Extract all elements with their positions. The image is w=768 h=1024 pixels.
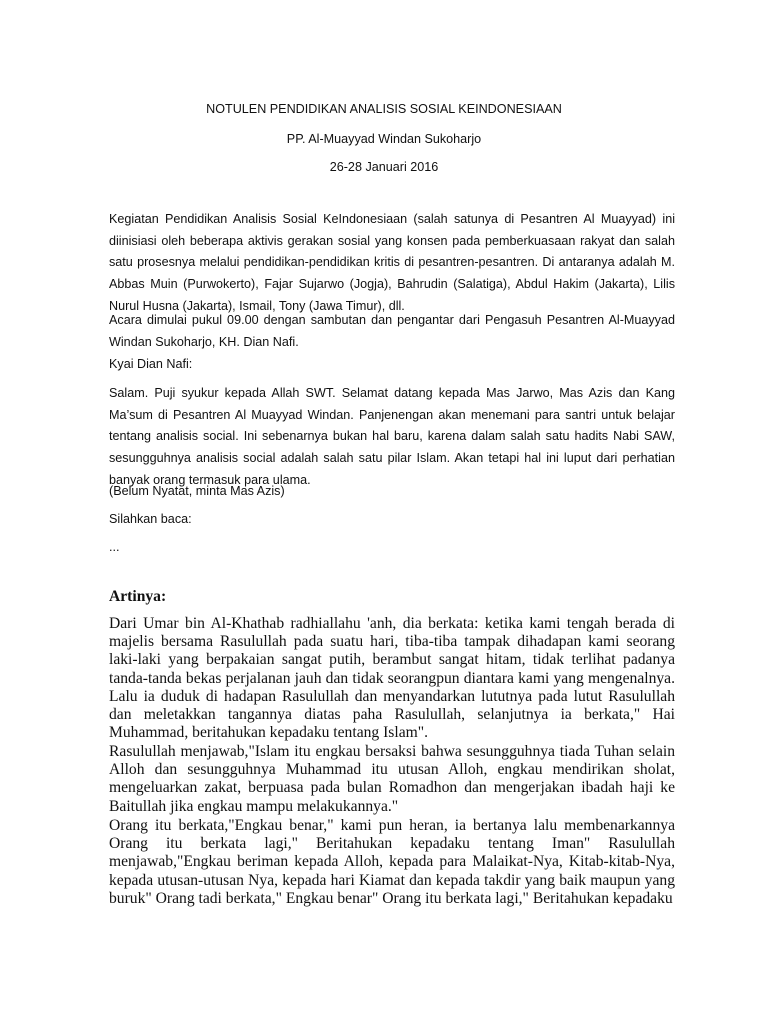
document-subtitle: PP. Al-Muayyad Windan Sukoharjo [286, 132, 482, 146]
translation-heading: Artinya: [109, 588, 167, 605]
document-title: NOTULEN PENDIDIKAN ANALISIS SOSIAL KEINDONESIAAN [206, 102, 562, 116]
speaker-label: Kyai Dian Nafi: [109, 357, 193, 371]
ellipsis-line: ... [109, 540, 120, 554]
translation-paragraph-3: Orang itu berkata,"Engkau benar," kami pun heran, ia bertanya lalu membenarkannya Orang itu berkata lagi," Beritahukan kepadaku tentang Iman" Rasulullah menjawab,"Engkau beriman kepada Alloh, kepada para Malaikat-Nya, Kitab-kitab-Nya, kepada utusan-utusan Nya, kepada hari Kiamat dan kepada takdir yang baik maupun yang buruk" Orang tadi berkata," Engkau benar" Orang itu berkata lagi," Beritahukan kepadaku [109, 817, 675, 907]
read-instruction: Silahkan baca: [109, 512, 192, 526]
translation-paragraph-2: Rasulullah menjawab,"Islam itu engkau bersaksi bahwa sesungguhnya tiada Tuhan selain Alloh dan sesungguhnya Muhammad itu utusan Alloh, engkau mendirikan sholat, mengeluarkan zakat, berpuasa pada bulan Romadhon dan mengerjakan ibadah haji ke Baitullah jika engkau mampu melakukannya." [109, 743, 675, 815]
opening-paragraph: Acara dimulai pukul 09.00 dengan sambutan dan pengantar dari Pengasuh Pesantren Al-Muayyad Windan Sukoharjo, KH. Dian Nafi. [109, 313, 675, 349]
intro-paragraph: Kegiatan Pendidikan Analisis Sosial KeIndonesiaan (salah satunya di Pesantren Al Muayyad) ini diinisiasi oleh beberapa aktivis gerakan sosial yang konsen pada pemberkuasaan rakyat dan salah satu prosesnya melalui pendidikan-pendidikan kritis di pesantren-pesantren. Di antaranya adalah M. Abbas Muin (Purwokerto), Fajar Sujarwo (Jogja), Bahrudin (Salatiga), Abdul Hakim (Jakarta), Lilis Nurul Husna (Jakarta), Ismail, Tony (Jawa Timur), dll. [109, 212, 675, 313]
document-date: 26-28 Januari 2016 [329, 160, 439, 174]
note-line: (Belum Nyatat, minta Mas Azis) [109, 484, 285, 498]
translation-paragraph-1: Dari Umar bin Al-Khathab radhiallahu 'anh, dia berkata: ketika kami tengah berada di majelis bersama Rasulullah pada suatu hari, tiba-tiba tampak dihadapan kami seorang laki-laki yang berpakaian sangat putih, berambut sangat hitam, tidak terlihat padanya tanda-tanda bekas perjalanan jauh dan tidak seorangpun diantara kami yang mengenalnya. Lalu ia duduk di hadapan Rasulullah dan menyandarkan lututnya pada lutut Rasulullah dan meletakkan tangannya diatas paha Rasulullah, selanjutnya ia berkata," Hai Muhammad, beritahukan kepadaku tentang Islam". [109, 615, 675, 742]
speech-paragraph: Salam. Puji syukur kepada Allah SWT. Selamat datang kepada Mas Jarwo, Mas Azis dan Kang Ma’sum di Pesantren Al Muayyad Windan. Panjenengan akan menemani para santri untuk belajar tentang analisis social. Ini sebenarnya bukan hal baru, karena dalam salah satu hadits Nabi SAW, sesungguhnya analisis social adalah salah satu pilar Islam. Akan tetapi hal ini luput dari perhatian banyak orang termasuk para ulama. [109, 386, 675, 487]
